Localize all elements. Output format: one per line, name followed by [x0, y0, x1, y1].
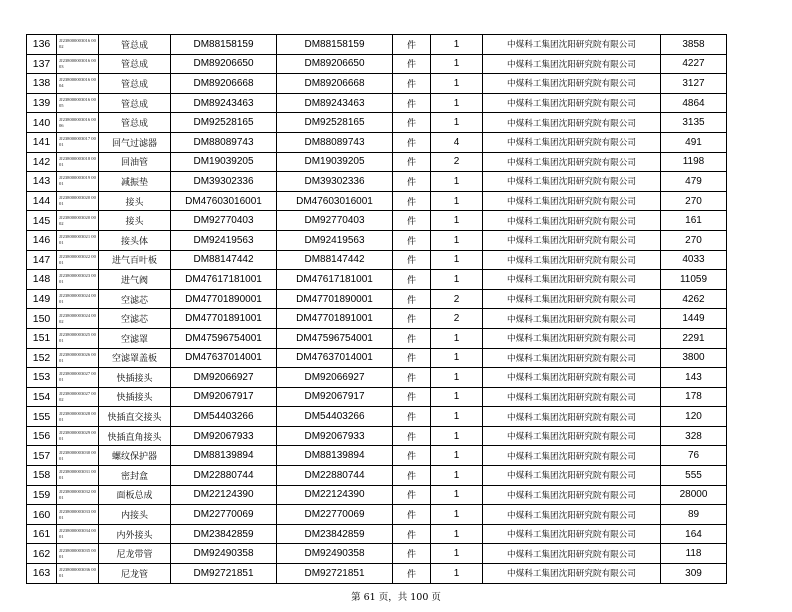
manufacturer-cell: 中煤科工集团沈阳研究院有限公司 — [483, 485, 661, 505]
row-number-cell: 160 — [27, 505, 57, 525]
drawing-number-cell: DM92419563 — [277, 230, 393, 250]
row-number-cell: 144 — [27, 191, 57, 211]
drawing-number-cell: DM47603016001 — [277, 191, 393, 211]
row-number-cell: 158 — [27, 466, 57, 486]
part-number-cell: DM47596754001 — [171, 328, 277, 348]
row-number-cell: 138 — [27, 74, 57, 94]
row-number-cell: 150 — [27, 309, 57, 329]
table-row — [27, 466, 727, 486]
quantity-cell: 1 — [431, 348, 483, 368]
part-number-cell: DM47701891001 — [171, 309, 277, 329]
material-code-cell: JJ238000003035 0001 — [57, 544, 99, 564]
manufacturer-cell: 中煤科工集团沈阳研究院有限公司 — [483, 309, 661, 329]
part-number-cell: DM92066927 — [171, 368, 277, 388]
price-cell: 309 — [661, 564, 727, 584]
material-code-cell: JJ238000003026 0001 — [57, 348, 99, 368]
manufacturer-cell: 中煤科工集团沈阳研究院有限公司 — [483, 74, 661, 94]
row-number-cell: 143 — [27, 172, 57, 192]
row-number-cell: 148 — [27, 270, 57, 290]
unit-cell: 件 — [393, 211, 431, 231]
table-row — [27, 152, 727, 172]
part-name-cell: 进气百叶板 — [99, 250, 171, 270]
material-code-cell: JJ238000003016 0006 — [57, 113, 99, 133]
drawing-number-cell: DM89206650 — [277, 54, 393, 74]
material-code-cell: JJ238000003016 0005 — [57, 93, 99, 113]
table-row — [27, 348, 727, 368]
manufacturer-cell: 中煤科工集团沈阳研究院有限公司 — [483, 35, 661, 55]
unit-cell: 件 — [393, 152, 431, 172]
row-number-cell: 156 — [27, 426, 57, 446]
unit-cell: 件 — [393, 328, 431, 348]
material-code-cell: JJ238000003018 0001 — [57, 152, 99, 172]
part-name-cell: 快插接头 — [99, 368, 171, 388]
quantity-cell: 1 — [431, 387, 483, 407]
manufacturer-cell: 中煤科工集团沈阳研究院有限公司 — [483, 250, 661, 270]
quantity-cell: 1 — [431, 93, 483, 113]
table-row — [27, 407, 727, 427]
material-code-cell: JJ238000003016 0002 — [57, 35, 99, 55]
parts-table — [26, 34, 727, 584]
manufacturer-cell: 中煤科工集团沈阳研究院有限公司 — [483, 132, 661, 152]
table-row — [27, 132, 727, 152]
material-code-cell: JJ238000003016 0003 — [57, 54, 99, 74]
unit-cell: 件 — [393, 250, 431, 270]
part-number-cell: DM23842859 — [171, 524, 277, 544]
quantity-cell: 1 — [431, 524, 483, 544]
price-cell: 1198 — [661, 152, 727, 172]
drawing-number-cell: DM47701891001 — [277, 309, 393, 329]
manufacturer-cell: 中煤科工集团沈阳研究院有限公司 — [483, 289, 661, 309]
part-name-cell: 管总成 — [99, 35, 171, 55]
price-cell: 3127 — [661, 74, 727, 94]
table-row — [27, 54, 727, 74]
part-name-cell: 空滤芯 — [99, 309, 171, 329]
part-number-cell: DM22770069 — [171, 505, 277, 525]
price-cell: 4262 — [661, 289, 727, 309]
drawing-number-cell: DM47701890001 — [277, 289, 393, 309]
table-body — [27, 35, 727, 584]
quantity-cell: 2 — [431, 289, 483, 309]
unit-cell: 件 — [393, 289, 431, 309]
price-cell: 328 — [661, 426, 727, 446]
quantity-cell: 2 — [431, 152, 483, 172]
quantity-cell: 1 — [431, 74, 483, 94]
material-code-cell: JJ238000003020 0002 — [57, 211, 99, 231]
part-name-cell: 空滤罩盖板 — [99, 348, 171, 368]
quantity-cell: 1 — [431, 368, 483, 388]
part-name-cell: 螺纹保护器 — [99, 446, 171, 466]
price-cell: 270 — [661, 191, 727, 211]
part-name-cell: 进气阀 — [99, 270, 171, 290]
drawing-number-cell: DM88147442 — [277, 250, 393, 270]
material-code-cell: JJ238000003032 0001 — [57, 485, 99, 505]
drawing-number-cell: DM88139894 — [277, 446, 393, 466]
row-number-cell: 140 — [27, 113, 57, 133]
part-name-cell: 减振垫 — [99, 172, 171, 192]
row-number-cell: 151 — [27, 328, 57, 348]
part-name-cell: 面板总成 — [99, 485, 171, 505]
manufacturer-cell: 中煤科工集团沈阳研究院有限公司 — [483, 387, 661, 407]
quantity-cell: 1 — [431, 35, 483, 55]
part-number-cell: DM92721851 — [171, 564, 277, 584]
part-number-cell: DM88089743 — [171, 132, 277, 152]
price-cell: 4864 — [661, 93, 727, 113]
manufacturer-cell: 中煤科工集团沈阳研究院有限公司 — [483, 505, 661, 525]
drawing-number-cell: DM47637014001 — [277, 348, 393, 368]
drawing-number-cell: DM92528165 — [277, 113, 393, 133]
price-cell: 3800 — [661, 348, 727, 368]
quantity-cell: 2 — [431, 309, 483, 329]
material-code-cell: JJ238000003022 0001 — [57, 250, 99, 270]
manufacturer-cell: 中煤科工集团沈阳研究院有限公司 — [483, 426, 661, 446]
part-name-cell: 回气过滤器 — [99, 132, 171, 152]
part-name-cell: 接头 — [99, 211, 171, 231]
part-number-cell: DM92067917 — [171, 387, 277, 407]
row-number-cell: 152 — [27, 348, 57, 368]
price-cell: 120 — [661, 407, 727, 427]
part-number-cell: DM22124390 — [171, 485, 277, 505]
table-row — [27, 446, 727, 466]
drawing-number-cell: DM47596754001 — [277, 328, 393, 348]
part-number-cell: DM92770403 — [171, 211, 277, 231]
price-cell: 178 — [661, 387, 727, 407]
part-number-cell: DM88158159 — [171, 35, 277, 55]
part-number-cell: DM89206650 — [171, 54, 277, 74]
manufacturer-cell: 中煤科工集团沈阳研究院有限公司 — [483, 211, 661, 231]
manufacturer-cell: 中煤科工集团沈阳研究院有限公司 — [483, 270, 661, 290]
material-code-cell: JJ238000003034 0001 — [57, 524, 99, 544]
unit-cell: 件 — [393, 172, 431, 192]
row-number-cell: 161 — [27, 524, 57, 544]
row-number-cell: 142 — [27, 152, 57, 172]
drawing-number-cell: DM22770069 — [277, 505, 393, 525]
table-row — [27, 35, 727, 55]
material-code-cell: JJ238000003027 0002 — [57, 387, 99, 407]
price-cell: 11059 — [661, 270, 727, 290]
price-cell: 4227 — [661, 54, 727, 74]
quantity-cell: 1 — [431, 544, 483, 564]
unit-cell: 件 — [393, 270, 431, 290]
part-name-cell: 接头体 — [99, 230, 171, 250]
table-row — [27, 505, 727, 525]
row-number-cell: 136 — [27, 35, 57, 55]
material-code-cell: JJ238000003016 0004 — [57, 74, 99, 94]
table-row — [27, 270, 727, 290]
quantity-cell: 1 — [431, 466, 483, 486]
unit-cell: 件 — [393, 505, 431, 525]
part-number-cell: DM22880744 — [171, 466, 277, 486]
manufacturer-cell: 中煤科工集团沈阳研究院有限公司 — [483, 544, 661, 564]
manufacturer-cell: 中煤科工集团沈阳研究院有限公司 — [483, 348, 661, 368]
table-row — [27, 74, 727, 94]
drawing-number-cell: DM19039205 — [277, 152, 393, 172]
material-code-cell: JJ238000003024 0002 — [57, 309, 99, 329]
table-row — [27, 113, 727, 133]
unit-cell: 件 — [393, 113, 431, 133]
unit-cell: 件 — [393, 368, 431, 388]
manufacturer-cell: 中煤科工集团沈阳研究院有限公司 — [483, 407, 661, 427]
unit-cell: 件 — [393, 485, 431, 505]
table-row — [27, 93, 727, 113]
price-cell: 491 — [661, 132, 727, 152]
material-code-cell: JJ238000003019 0001 — [57, 172, 99, 192]
row-number-cell: 163 — [27, 564, 57, 584]
row-number-cell: 162 — [27, 544, 57, 564]
material-code-cell: JJ238000003020 0001 — [57, 191, 99, 211]
quantity-cell: 4 — [431, 132, 483, 152]
manufacturer-cell: 中煤科工集团沈阳研究院有限公司 — [483, 564, 661, 584]
drawing-number-cell: DM92066927 — [277, 368, 393, 388]
material-code-cell: JJ238000003028 0001 — [57, 407, 99, 427]
part-number-cell: DM19039205 — [171, 152, 277, 172]
part-name-cell: 密封盒 — [99, 466, 171, 486]
page-footer: 第 61 页，共 100 页 — [351, 592, 441, 603]
drawing-number-cell: DM22124390 — [277, 485, 393, 505]
part-name-cell: 空滤芯 — [99, 289, 171, 309]
quantity-cell: 1 — [431, 270, 483, 290]
price-cell: 4033 — [661, 250, 727, 270]
price-cell: 118 — [661, 544, 727, 564]
unit-cell: 件 — [393, 35, 431, 55]
row-number-cell: 155 — [27, 407, 57, 427]
row-number-cell: 139 — [27, 93, 57, 113]
part-name-cell: 尼龙管 — [99, 564, 171, 584]
quantity-cell: 1 — [431, 211, 483, 231]
unit-cell: 件 — [393, 387, 431, 407]
manufacturer-cell: 中煤科工集团沈阳研究院有限公司 — [483, 446, 661, 466]
unit-cell: 件 — [393, 348, 431, 368]
drawing-number-cell: DM88158159 — [277, 35, 393, 55]
part-number-cell: DM88139894 — [171, 446, 277, 466]
price-cell: 161 — [661, 211, 727, 231]
drawing-number-cell: DM39302336 — [277, 172, 393, 192]
part-number-cell: DM89206668 — [171, 74, 277, 94]
part-number-cell: DM47603016001 — [171, 191, 277, 211]
unit-cell: 件 — [393, 426, 431, 446]
unit-cell: 件 — [393, 446, 431, 466]
material-code-cell: JJ238000003023 0001 — [57, 270, 99, 290]
part-name-cell: 快插直交接头 — [99, 407, 171, 427]
table-row — [27, 524, 727, 544]
drawing-number-cell: DM54403266 — [277, 407, 393, 427]
table-row — [27, 230, 727, 250]
manufacturer-cell: 中煤科工集团沈阳研究院有限公司 — [483, 328, 661, 348]
price-cell: 1449 — [661, 309, 727, 329]
material-code-cell: JJ238000003017 0001 — [57, 132, 99, 152]
drawing-number-cell: DM22880744 — [277, 466, 393, 486]
row-number-cell: 147 — [27, 250, 57, 270]
material-code-cell: JJ238000003033 0001 — [57, 505, 99, 525]
material-code-cell: JJ238000003021 0001 — [57, 230, 99, 250]
manufacturer-cell: 中煤科工集团沈阳研究院有限公司 — [483, 113, 661, 133]
part-name-cell: 尼龙带管 — [99, 544, 171, 564]
row-number-cell: 141 — [27, 132, 57, 152]
table-row — [27, 172, 727, 192]
unit-cell: 件 — [393, 544, 431, 564]
row-number-cell: 145 — [27, 211, 57, 231]
unit-cell: 件 — [393, 93, 431, 113]
drawing-number-cell: DM92721851 — [277, 564, 393, 584]
quantity-cell: 1 — [431, 407, 483, 427]
unit-cell: 件 — [393, 230, 431, 250]
price-cell: 28000 — [661, 485, 727, 505]
quantity-cell: 1 — [431, 328, 483, 348]
manufacturer-cell: 中煤科工集团沈阳研究院有限公司 — [483, 191, 661, 211]
table-row — [27, 485, 727, 505]
material-code-cell: JJ238000003036 0001 — [57, 564, 99, 584]
part-name-cell: 快插接头 — [99, 387, 171, 407]
material-code-cell: JJ238000003030 0001 — [57, 446, 99, 466]
quantity-cell: 1 — [431, 250, 483, 270]
material-code-cell: JJ238000003027 0001 — [57, 368, 99, 388]
row-number-cell: 137 — [27, 54, 57, 74]
manufacturer-cell: 中煤科工集团沈阳研究院有限公司 — [483, 230, 661, 250]
drawing-number-cell: DM92067933 — [277, 426, 393, 446]
manufacturer-cell: 中煤科工集团沈阳研究院有限公司 — [483, 368, 661, 388]
price-cell: 89 — [661, 505, 727, 525]
part-number-cell: DM92419563 — [171, 230, 277, 250]
drawing-number-cell: DM89243463 — [277, 93, 393, 113]
part-number-cell: DM92067933 — [171, 426, 277, 446]
price-cell: 479 — [661, 172, 727, 192]
manufacturer-cell: 中煤科工集团沈阳研究院有限公司 — [483, 466, 661, 486]
price-cell: 555 — [661, 466, 727, 486]
unit-cell: 件 — [393, 466, 431, 486]
quantity-cell: 1 — [431, 191, 483, 211]
part-name-cell: 管总成 — [99, 54, 171, 74]
part-number-cell: DM88147442 — [171, 250, 277, 270]
quantity-cell: 1 — [431, 113, 483, 133]
part-name-cell: 快插直角接头 — [99, 426, 171, 446]
manufacturer-cell: 中煤科工集团沈阳研究院有限公司 — [483, 54, 661, 74]
table-row — [27, 426, 727, 446]
unit-cell: 件 — [393, 564, 431, 584]
unit-cell: 件 — [393, 524, 431, 544]
unit-cell: 件 — [393, 191, 431, 211]
part-name-cell: 回油管 — [99, 152, 171, 172]
table-row — [27, 387, 727, 407]
quantity-cell: 1 — [431, 485, 483, 505]
table-row — [27, 564, 727, 584]
unit-cell: 件 — [393, 309, 431, 329]
table-row — [27, 289, 727, 309]
unit-cell: 件 — [393, 132, 431, 152]
part-name-cell: 接头 — [99, 191, 171, 211]
table-row — [27, 191, 727, 211]
material-code-cell: JJ238000003029 0001 — [57, 426, 99, 446]
quantity-cell: 1 — [431, 505, 483, 525]
part-name-cell: 管总成 — [99, 93, 171, 113]
row-number-cell: 154 — [27, 387, 57, 407]
manufacturer-cell: 中煤科工集团沈阳研究院有限公司 — [483, 93, 661, 113]
quantity-cell: 1 — [431, 564, 483, 584]
price-cell: 164 — [661, 524, 727, 544]
price-cell: 143 — [661, 368, 727, 388]
part-number-cell: DM54403266 — [171, 407, 277, 427]
part-name-cell: 管总成 — [99, 113, 171, 133]
manufacturer-cell: 中煤科工集团沈阳研究院有限公司 — [483, 172, 661, 192]
drawing-number-cell: DM23842859 — [277, 524, 393, 544]
table-row — [27, 368, 727, 388]
material-code-cell: JJ238000003031 0001 — [57, 466, 99, 486]
price-cell: 76 — [661, 446, 727, 466]
material-code-cell: JJ238000003024 0001 — [57, 289, 99, 309]
drawing-number-cell: DM47617181001 — [277, 270, 393, 290]
part-name-cell: 空滤罩 — [99, 328, 171, 348]
price-cell: 270 — [661, 230, 727, 250]
part-name-cell: 管总成 — [99, 74, 171, 94]
part-number-cell: DM47701890001 — [171, 289, 277, 309]
drawing-number-cell: DM92770403 — [277, 211, 393, 231]
row-number-cell: 153 — [27, 368, 57, 388]
drawing-number-cell: DM88089743 — [277, 132, 393, 152]
price-cell: 2291 — [661, 328, 727, 348]
drawing-number-cell: DM92490358 — [277, 544, 393, 564]
material-code-cell: JJ238000003025 0001 — [57, 328, 99, 348]
part-name-cell: 内外接头 — [99, 524, 171, 544]
part-number-cell: DM47617181001 — [171, 270, 277, 290]
quantity-cell: 1 — [431, 230, 483, 250]
part-number-cell: DM92490358 — [171, 544, 277, 564]
row-number-cell: 159 — [27, 485, 57, 505]
quantity-cell: 1 — [431, 426, 483, 446]
table-row — [27, 250, 727, 270]
part-number-cell: DM47637014001 — [171, 348, 277, 368]
manufacturer-cell: 中煤科工集团沈阳研究院有限公司 — [483, 152, 661, 172]
quantity-cell: 1 — [431, 54, 483, 74]
drawing-number-cell: DM89206668 — [277, 74, 393, 94]
unit-cell: 件 — [393, 407, 431, 427]
table-row — [27, 544, 727, 564]
table-row — [27, 328, 727, 348]
table-row — [27, 211, 727, 231]
drawing-number-cell: DM92067917 — [277, 387, 393, 407]
table-row — [27, 309, 727, 329]
part-number-cell: DM39302336 — [171, 172, 277, 192]
quantity-cell: 1 — [431, 172, 483, 192]
unit-cell: 件 — [393, 74, 431, 94]
price-cell: 3858 — [661, 35, 727, 55]
part-number-cell: DM92528165 — [171, 113, 277, 133]
part-name-cell: 内接头 — [99, 505, 171, 525]
row-number-cell: 146 — [27, 230, 57, 250]
row-number-cell: 149 — [27, 289, 57, 309]
unit-cell: 件 — [393, 54, 431, 74]
row-number-cell: 157 — [27, 446, 57, 466]
price-cell: 3135 — [661, 113, 727, 133]
quantity-cell: 1 — [431, 446, 483, 466]
part-number-cell: DM89243463 — [171, 93, 277, 113]
manufacturer-cell: 中煤科工集团沈阳研究院有限公司 — [483, 524, 661, 544]
